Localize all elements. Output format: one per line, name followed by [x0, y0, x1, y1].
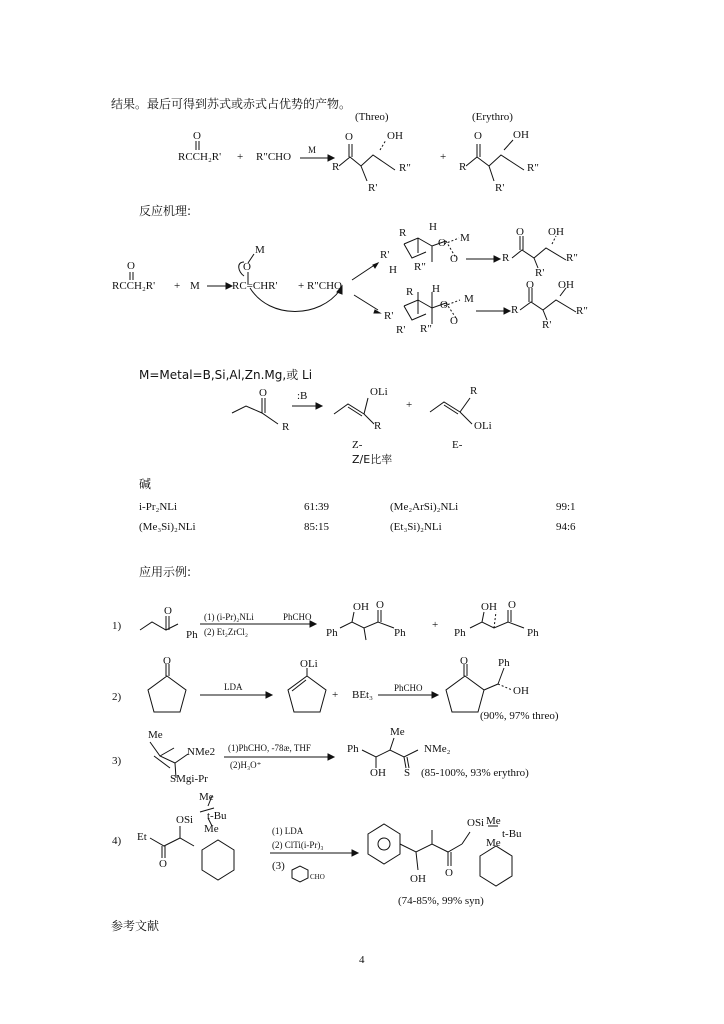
ex4-prod-o: O	[445, 867, 453, 879]
ex1-step2: (2) Et₂ZrCl₂	[204, 627, 249, 637]
ex3-nme2: NMe2	[187, 746, 216, 758]
enolate-o: O	[243, 261, 251, 273]
ex2-yield: (90%, 97% threo)	[480, 710, 559, 722]
threo-r: R	[332, 161, 340, 173]
ketone-reactant: RCCH₂R'	[178, 151, 222, 163]
ts1-o2: O	[450, 253, 458, 265]
ex2-o: O	[163, 655, 171, 667]
base-o: O	[259, 387, 267, 399]
base-heading: 碱	[139, 477, 152, 491]
ts2-rp1: R'	[384, 310, 394, 322]
mech-ketone: RCCH₂R'	[112, 280, 156, 292]
threo-label: (Threo)	[355, 111, 389, 123]
ex1-reagent: PhCHO	[283, 612, 312, 622]
aldehyde-addition: + R"CHO	[298, 280, 343, 292]
ex3-me: Me	[148, 729, 163, 741]
ex1-step1: (1) (i-Pr)₂NLi	[204, 612, 254, 622]
ex3-prod-nme2: NMe₂	[424, 743, 451, 755]
table-ratio: 85:15	[304, 521, 330, 533]
aldehyde-reactant: R"CHO	[256, 151, 292, 163]
mech-plus: +	[174, 280, 181, 292]
ex3-smg: SMgi-Pr	[170, 773, 208, 785]
mechanism-heading: 反应机理:	[139, 204, 192, 218]
table-base: (Et₃Si)₂NLi	[390, 521, 442, 533]
base-plus: +	[406, 399, 413, 411]
mech-o: O	[127, 260, 135, 272]
ex4-step3: (3)	[272, 860, 285, 872]
table-ratio: 99:1	[556, 501, 576, 513]
ex1-ph-a1: Ph	[326, 627, 338, 639]
metal-definition: M=Metal=B,Si,Al,Zn.Mg,或 Li	[139, 368, 313, 382]
table-base: i-Pr₂NLi	[139, 501, 178, 513]
ex1-o-b: O	[508, 599, 516, 611]
ex4-yield: (74-85%, 99% syn)	[398, 895, 484, 907]
ex2-ph: Ph	[498, 657, 510, 669]
ts2-r: R	[406, 286, 414, 298]
ex2-bet3: BEt₃	[352, 689, 373, 701]
ex1-ph-b2: Ph	[527, 627, 539, 639]
ts2-o2: O	[450, 315, 458, 327]
carbonyl-o: O	[193, 130, 201, 142]
ex1-o: O	[164, 605, 172, 617]
ex2-plus: +	[332, 689, 339, 701]
e-r: R	[470, 385, 478, 397]
ex2-oh: OH	[513, 685, 529, 697]
ts1-rp: R'	[380, 249, 390, 261]
table-base: (Me₃Si)₂NLi	[139, 521, 196, 533]
ex4-prod-tbu: t-Bu	[502, 828, 522, 840]
threo-o: O	[345, 131, 353, 143]
erythro-rp: R'	[495, 182, 505, 194]
p2-oh: OH	[558, 279, 574, 291]
ts1-o1: O	[438, 237, 446, 249]
p1-rp: R'	[535, 267, 545, 279]
threo-oh: OH	[387, 130, 403, 142]
ex4-o: O	[159, 858, 167, 870]
intro-text: 结果。最后可得到苏式或赤式占优势的产物。	[111, 97, 352, 111]
ex1-ph: Ph	[186, 629, 198, 641]
example-number: 2)	[112, 691, 122, 703]
ex4-prod-osi: OSi	[467, 817, 485, 829]
z-r: R	[374, 420, 382, 432]
ex4-et: Et	[137, 831, 147, 843]
ex4-osi: OSi	[176, 814, 194, 826]
ex2-prod-o: O	[460, 655, 468, 667]
table-ratio: 94:6	[556, 521, 576, 533]
erythro-r: R	[459, 161, 467, 173]
ex4-prod-me1: Me	[486, 815, 501, 827]
ex1-plus: +	[432, 619, 439, 631]
ex4-me1: Me	[199, 791, 214, 803]
enolate-m: M	[255, 244, 265, 256]
plus-sign-2: +	[440, 151, 447, 163]
ex4-tbu: t-Bu	[207, 810, 227, 822]
table-ratio: 61:39	[304, 501, 330, 513]
erythro-oh: OH	[513, 129, 529, 141]
p2-rp: R'	[542, 319, 552, 331]
ts1-r: R	[399, 227, 407, 239]
e-label: E-	[452, 439, 463, 451]
ex3-prod-me: Me	[390, 726, 405, 738]
ex3-step2: (2)H₃O⁺	[230, 760, 262, 770]
plus-sign: +	[237, 151, 244, 163]
ex2-reagent1: LDA	[224, 682, 243, 692]
ex1-oh-a: OH	[353, 601, 369, 613]
example-number: 3)	[112, 755, 122, 767]
example-number: 4)	[112, 835, 122, 847]
ex2-oli: OLi	[300, 658, 318, 670]
threo-rpp: R"	[399, 162, 411, 174]
ex1-ph-b1: Ph	[454, 627, 466, 639]
e-oli: OLi	[474, 420, 492, 432]
p1-rpp: R"	[566, 252, 578, 264]
z-oli: OLi	[370, 386, 388, 398]
base-arrow-label: :B	[297, 390, 308, 402]
ts2-rp2: R'	[396, 324, 406, 336]
table-base: (Me₂ArSi)₂NLi	[390, 501, 459, 513]
erythro-label: (Erythro)	[472, 111, 513, 123]
references-heading: 参考文献	[111, 919, 160, 933]
examples-heading: 应用示例:	[139, 565, 192, 579]
ex3-prod-oh: OH	[370, 767, 386, 779]
ex4-me2: Me	[204, 823, 219, 835]
ts1-rpp: R"	[414, 261, 426, 273]
ex4-prod-me2: Me	[486, 837, 501, 849]
ts1-h: H	[429, 221, 437, 233]
erythro-o: O	[474, 130, 482, 142]
ex1-oh-b: OH	[481, 601, 497, 613]
example-number: 1)	[112, 620, 122, 632]
ex2-reagent2: PhCHO	[394, 683, 423, 693]
ts2-o1: O	[440, 299, 448, 311]
threo-rp: R'	[368, 182, 378, 194]
ts1-m: M	[460, 232, 470, 244]
ex4-step2: (2) ClTi(i-Pr)₃	[272, 840, 324, 850]
ex3-prod-ph: Ph	[347, 743, 359, 755]
p1-r: R	[502, 252, 510, 264]
mech-m: M	[190, 280, 200, 292]
erythro-rpp: R"	[527, 162, 539, 174]
ex4-cho: CHO	[310, 873, 325, 881]
p2-rpp: R"	[576, 305, 588, 317]
ts1-h2: H	[389, 264, 397, 276]
p1-oh: OH	[548, 226, 564, 238]
ts2-h: H	[432, 283, 440, 295]
ex1-ph-a2: Ph	[394, 627, 406, 639]
p1-o: O	[516, 226, 524, 238]
ts2-rpp: R"	[420, 323, 432, 335]
ratio-label: Z/E比率	[352, 453, 393, 466]
ex3-yield: (85-100%, 93% erythro)	[421, 767, 529, 779]
base-r: R	[282, 421, 290, 433]
ex1-o-a: O	[376, 599, 384, 611]
arrow-label-m: M	[308, 145, 317, 155]
ts2-m: M	[464, 293, 474, 305]
z-label: Z-	[352, 439, 363, 451]
ex4-step1: (1) LDA	[272, 826, 304, 836]
page-number: 4	[359, 954, 365, 966]
p2-r: R	[511, 304, 519, 316]
p2-o: O	[526, 279, 534, 291]
ex3-prod-s: S	[404, 767, 411, 779]
ex4-prod-oh: OH	[410, 873, 426, 885]
enolate: RC=CHR'	[232, 280, 278, 292]
ex3-step1: (1)PhCHO, -78æ, THF	[228, 743, 311, 753]
